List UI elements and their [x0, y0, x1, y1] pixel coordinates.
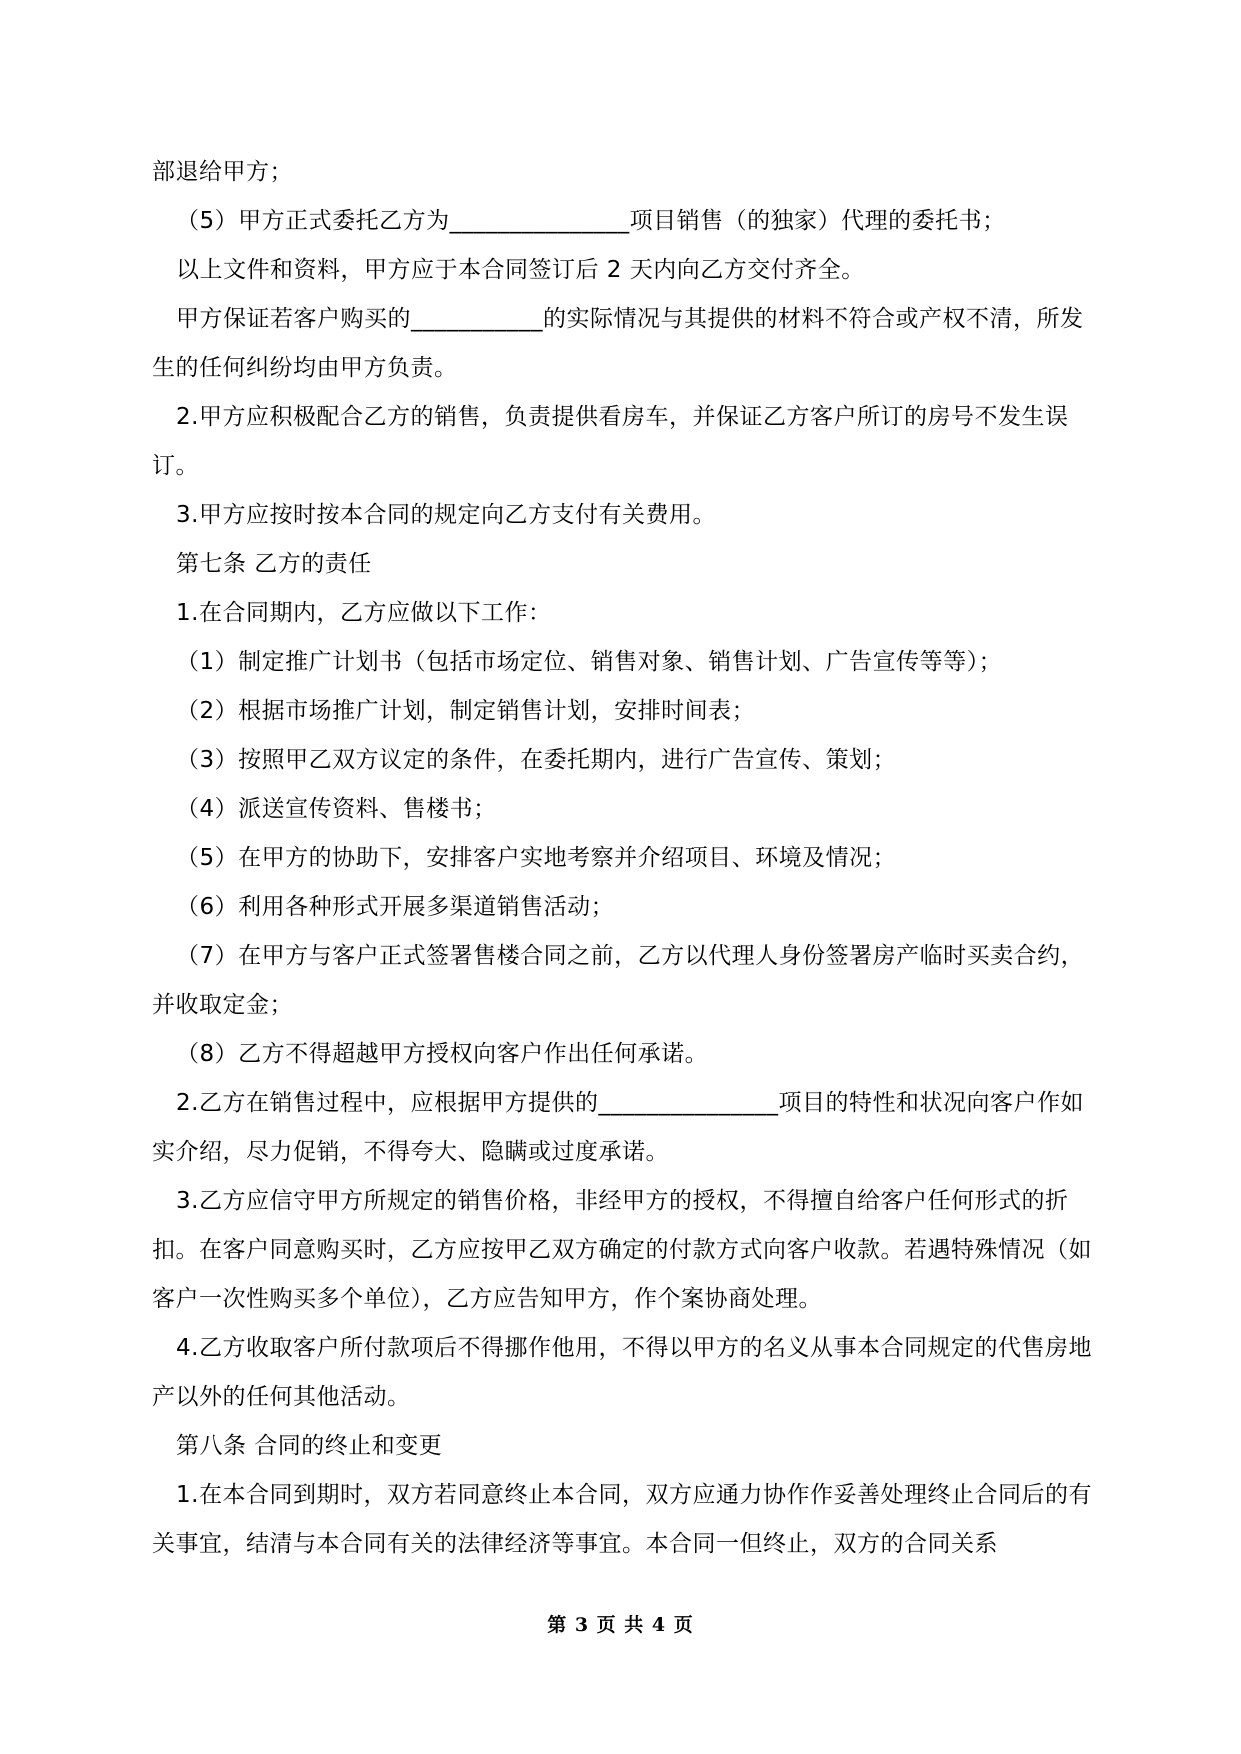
paragraph: （5）甲方正式委托乙方为_______________项目销售（的独家）代理的委托书； [176, 208, 1006, 234]
paragraph: 部退给甲方； [152, 159, 293, 185]
document-body [152, 148, 1092, 1569]
paragraph: 4.乙方收取客户所付款项后不得挪作他用，不得以甲方的名义从事本合同规定的代售房地产以外的任何其他活动。 [152, 1335, 1092, 1410]
paragraph: 1.在合同期内，乙方应做以下工作： [176, 600, 552, 626]
section-heading: 第七条 乙方的责任 [176, 551, 372, 577]
list-item: （8）乙方不得超越甲方授权向客户作出任何承诺。 [176, 1041, 709, 1067]
list-item: （2）根据市场推广计划，制定销售计划，安排时间表； [176, 698, 756, 724]
paragraph: 1.在本合同到期时，双方若同意终止本合同，双方应通力协作作妥善处理终止合同后的有关事宜，结清与本合同有关的法律经济等事宜。本合同一但终止，双方的合同关系 [152, 1482, 1092, 1557]
paragraph: 以上文件和资料，甲方应于本合同签订后 2 天内向乙方交付齐全。 [176, 257, 865, 283]
list-item: （1）制定推广计划书（包括市场定位、销售对象、销售计划、广告宣传等等）； [176, 649, 1003, 675]
list-item: （7）在甲方与客户正式签署售楼合同之前，乙方以代理人身份签署房产临时买卖合约，并收取定金； [152, 943, 1085, 1018]
paragraph: 3.乙方应信守甲方所规定的销售价格，非经甲方的授权，不得擅自给客户任何形式的折扣。在客户同意购买时，乙方应按甲乙双方确定的付款方式向客户收款。若遇特殊情况（如客户一次性购买多个单位），乙方应告知甲方，作个案协商处理。 [152, 1188, 1092, 1312]
page-number-footer: 第 3 页 共 4 页 [547, 1614, 694, 1636]
paragraph: 甲方保证若客户购买的___________的实际情况与其提供的材料不符合或产权不清，所发生的任何纠纷均由甲方负责。 [152, 306, 1084, 381]
list-item: （5）在甲方的协助下，安排客户实地考察并介绍项目、环境及情况； [176, 845, 897, 871]
list-item: （6）利用各种形式开展多渠道销售活动； [176, 894, 615, 920]
list-item: （3）按照甲乙双方议定的条件，在委托期内，进行广告宣传、策划； [176, 747, 897, 773]
list-item: （4）派送宣传资料、售楼书； [176, 796, 497, 822]
paragraph: 2.甲方应积极配合乙方的销售，负责提供看房车，并保证乙方客户所订的房号不发生误订。 [152, 404, 1069, 479]
section-heading: 第八条 合同的终止和变更 [176, 1433, 443, 1459]
paragraph: 3.甲方应按时按本合同的规定向乙方支付有关费用。 [176, 502, 716, 528]
paragraph: 2.乙方在销售过程中，应根据甲方提供的_______________项目的特性和状况向客户作如实介绍，尽力促销，不得夸大、隐瞒或过度承诺。 [152, 1090, 1084, 1165]
